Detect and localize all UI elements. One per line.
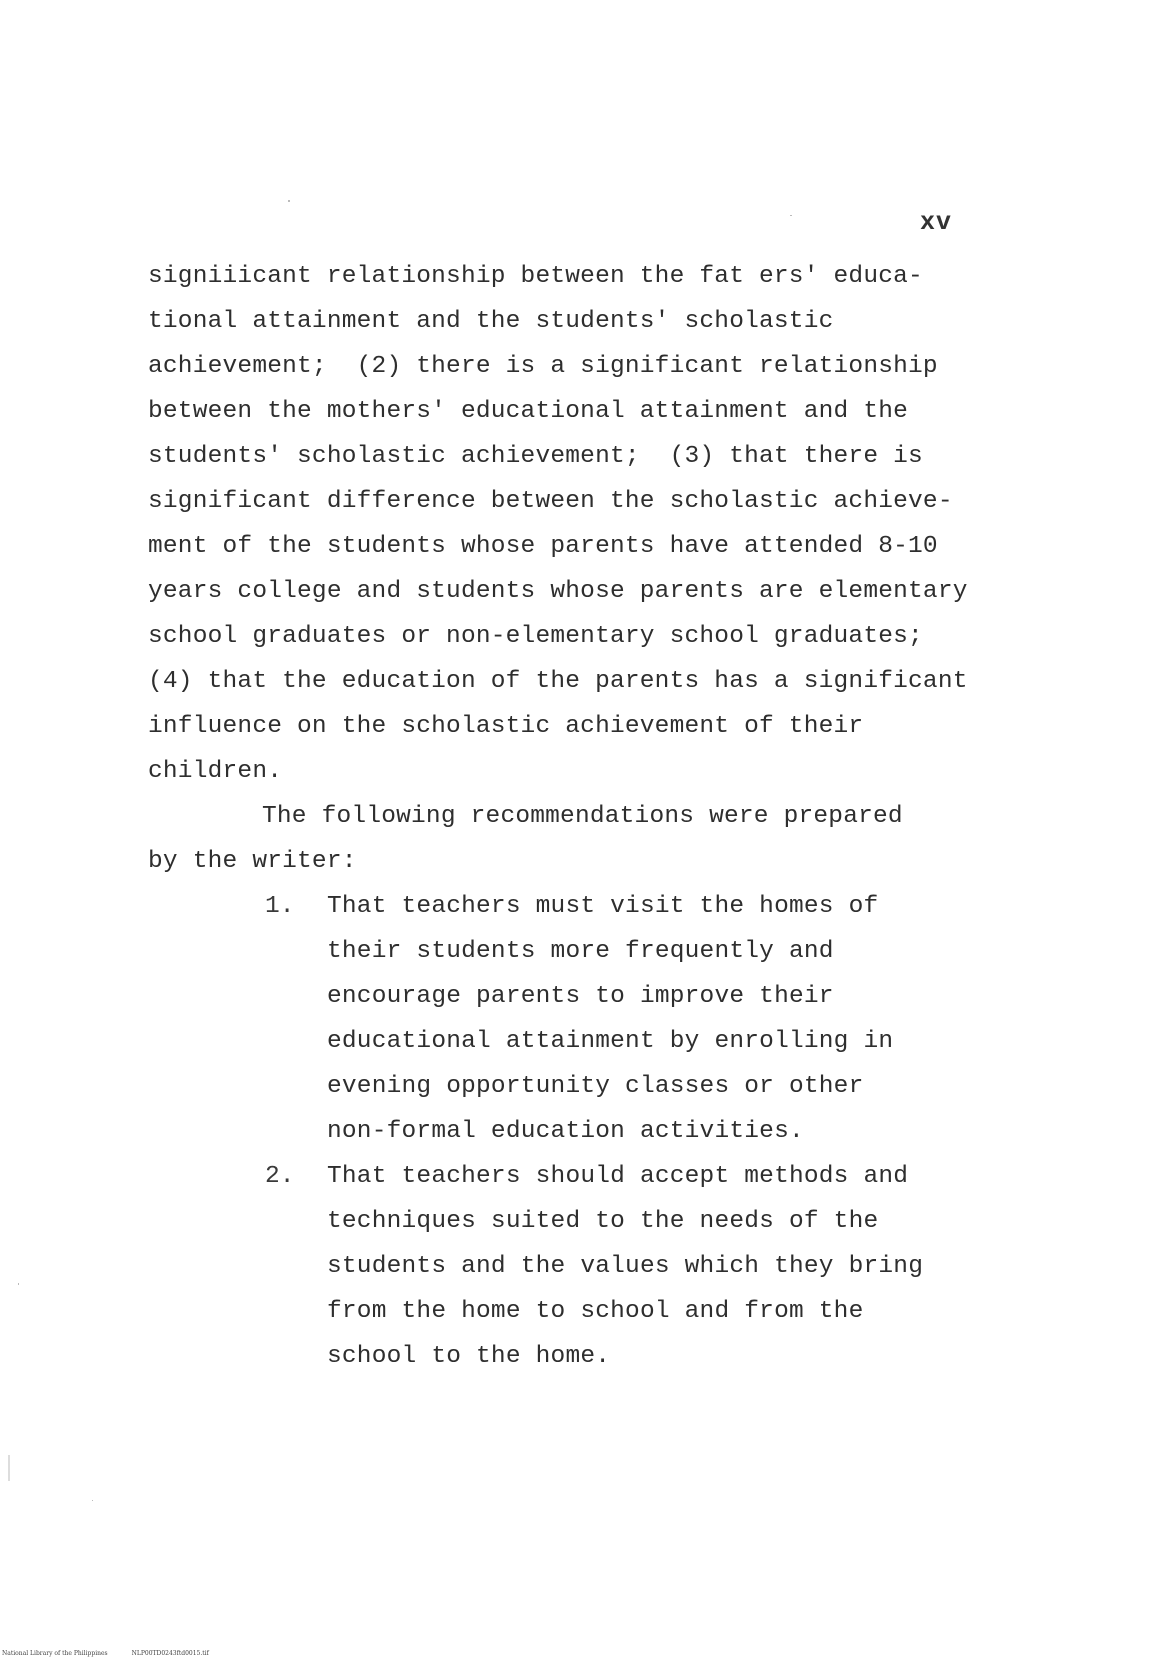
scan-mark — [8, 1455, 10, 1481]
text-line: years college and students whose parents are elementary — [148, 578, 968, 605]
footer-library: National Library of the Philippines — [2, 1650, 108, 1657]
item-number: 1. — [265, 893, 295, 920]
text-line: students' scholastic achievement; (3) that there is — [148, 443, 923, 470]
text-line: That teachers must visit the homes of — [327, 893, 879, 920]
text-line: educational attainment by enrolling in — [327, 1028, 894, 1055]
item-number: 2. — [265, 1163, 295, 1190]
text-line: The following recommendations were prepared — [262, 803, 903, 830]
footer-file-id: NLP00TD0243ftd0015.tif — [131, 1650, 209, 1657]
scan-speck — [92, 1500, 93, 1501]
text-line: evening opportunity classes or other — [327, 1073, 864, 1100]
text-line: (4) that the education of the parents has a significant — [148, 668, 968, 695]
text-line: school graduates or non-elementary school graduates; — [148, 623, 923, 650]
text-line: their students more frequently and — [327, 938, 834, 965]
scan-speck — [288, 200, 290, 202]
scan-speck — [790, 215, 792, 216]
text-line: That teachers should accept methods and — [327, 1163, 909, 1190]
scan-speck — [18, 1283, 19, 1285]
text-line: between the mothers' educational attainment and the — [148, 398, 909, 425]
text-line: non-formal education activities. — [327, 1118, 804, 1145]
text-line: ment of the students whose parents have attended 8-10 — [148, 533, 938, 560]
text-line: students and the values which they bring — [327, 1253, 924, 1280]
text-line: from the home to school and from the — [327, 1298, 864, 1325]
text-line: encourage parents to improve their — [327, 983, 834, 1010]
text-line: signiiicant relationship between the fat ers' educa- — [148, 263, 923, 290]
text-line: achievement; (2) there is a significant relationship — [148, 353, 938, 380]
text-line: influence on the scholastic achievement of their — [148, 713, 864, 740]
text-line: significant difference between the scholastic achieve- — [148, 488, 953, 515]
page-number: xv — [920, 208, 953, 237]
scan-footer — [2, 1650, 233, 1657]
text-line: techniques suited to the needs of the — [327, 1208, 879, 1235]
text-line: by the writer: — [148, 848, 357, 875]
text-line: school to the home. — [327, 1343, 611, 1370]
text-line: tional attainment and the students' scholastic — [148, 308, 834, 335]
text-line: children. — [148, 758, 283, 785]
